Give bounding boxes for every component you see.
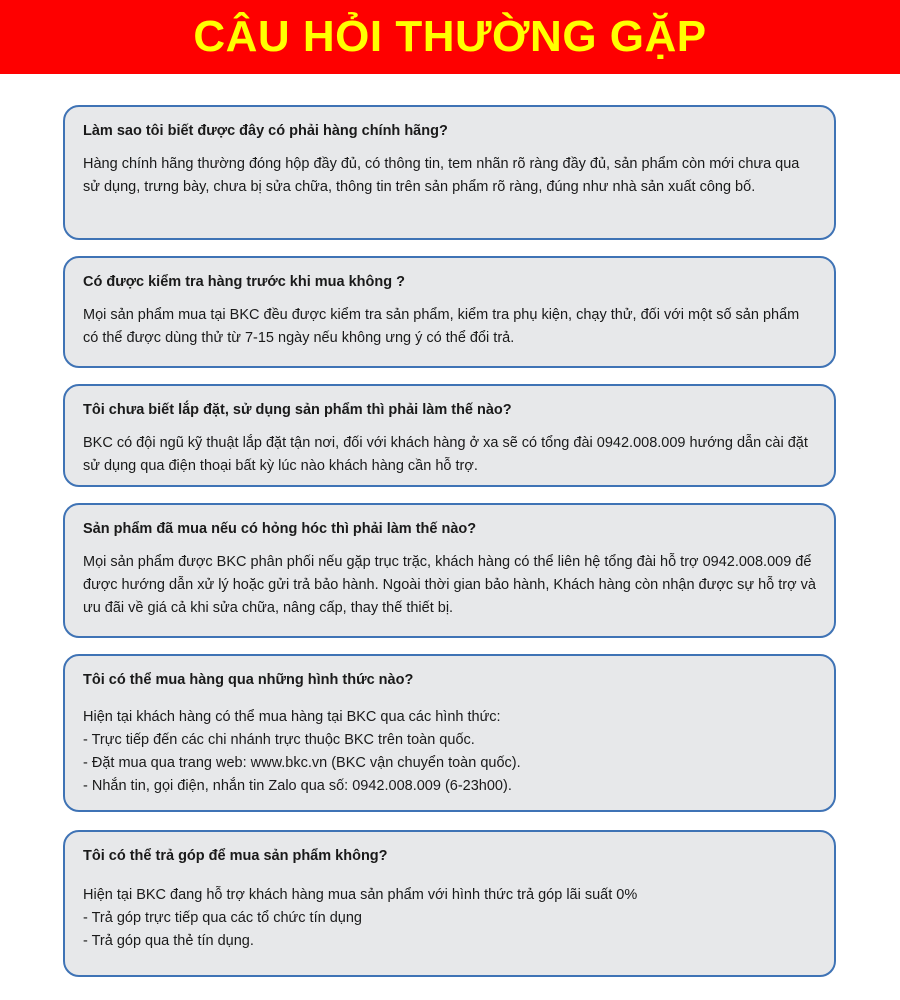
faq-item-defect-warranty — [63, 503, 836, 638]
faq-item-genuine-product — [63, 105, 836, 240]
faq-answer: Mọi sản phẩm mua tại BKC đều được kiểm tra sản phẩm, kiểm tra phụ kiện, chạy thử, đối với một số sản phẩm có thể được dùng thử từ 7-15 ngày nếu không ưng ý có thể đổi trả. — [83, 307, 800, 346]
faq-answer: Hàng chính hãng thường đóng hộp đầy đủ, có thông tin, tem nhãn rõ ràng đầy đủ, sản phẩm còn mới chưa qua sử dụng, trưng bày, chưa bị sửa chữa, thông tin trên sản phẩm rõ ràng, đúng như nhà sản xuất công bố. — [83, 156, 800, 195]
faq-answer: Mọi sản phẩm được BKC phân phối nếu gặp trục trặc, khách hàng có thể liên hệ tổng đài hỗ trợ 0942.008.009 để được hướng dẫn xử lý hoặc gửi trả bảo hành. Ngoài thời gian bảo hành, Khách hàng còn nhận được sự hỗ trợ và ưu đãi về giá cả khi sửa chữa, nâng cấp, thay thế thiết bị. — [83, 554, 816, 616]
faq-question: Tôi chưa biết lắp đặt, sử dụng sản phẩm thì phải làm thế nào? — [83, 402, 512, 418]
faq-answer: BKC có đội ngũ kỹ thuật lắp đặt tận nơi, đối với khách hàng ở xa sẽ có tổng đài 0942.008.009 hướng dẫn cài đặt sử dụng qua điện thoại bất kỳ lúc nào khách hàng cần hỗ trợ. — [83, 435, 808, 474]
faq-question: Tôi có thể trả góp để mua sản phẩm không? — [83, 848, 388, 864]
faq-item-purchase-methods — [63, 654, 836, 812]
faq-question: Làm sao tôi biết được đây có phải hàng chính hãng? — [83, 123, 448, 139]
faq-item-installment — [63, 830, 836, 977]
faq-question: Tôi có thể mua hàng qua những hình thức nào? — [83, 672, 414, 688]
faq-question: Sản phẩm đã mua nếu có hỏng hóc thì phải làm thế nào? — [83, 521, 477, 537]
faq-item-installation — [63, 384, 836, 487]
faq-item-inspect-before-buy — [63, 256, 836, 368]
page-title: CÂU HỎI THƯỜNG GẶP — [193, 12, 707, 61]
faq-answer: Hiện tại BKC đang hỗ trợ khách hàng mua sản phẩm với hình thức trả góp lãi suất 0% - Trả góp trực tiếp qua các tổ chức tín dụng - Trả góp qua thẻ tín dụng. — [83, 887, 638, 949]
faq-question: Có được kiểm tra hàng trước khi mua không ? — [83, 274, 405, 290]
faq-answer: Hiện tại khách hàng có thể mua hàng tại BKC qua các hình thức: - Trực tiếp đến các chi nhánh trực thuộc BKC trên toàn quốc. - Đặt mua qua trang web: www.bkc.vn (BKC vận chuyển toàn quốc). - Nhắn tin, gọi điện, nhắn tin Zalo qua số: 0942.008.009 (6-23h00). — [83, 709, 521, 794]
